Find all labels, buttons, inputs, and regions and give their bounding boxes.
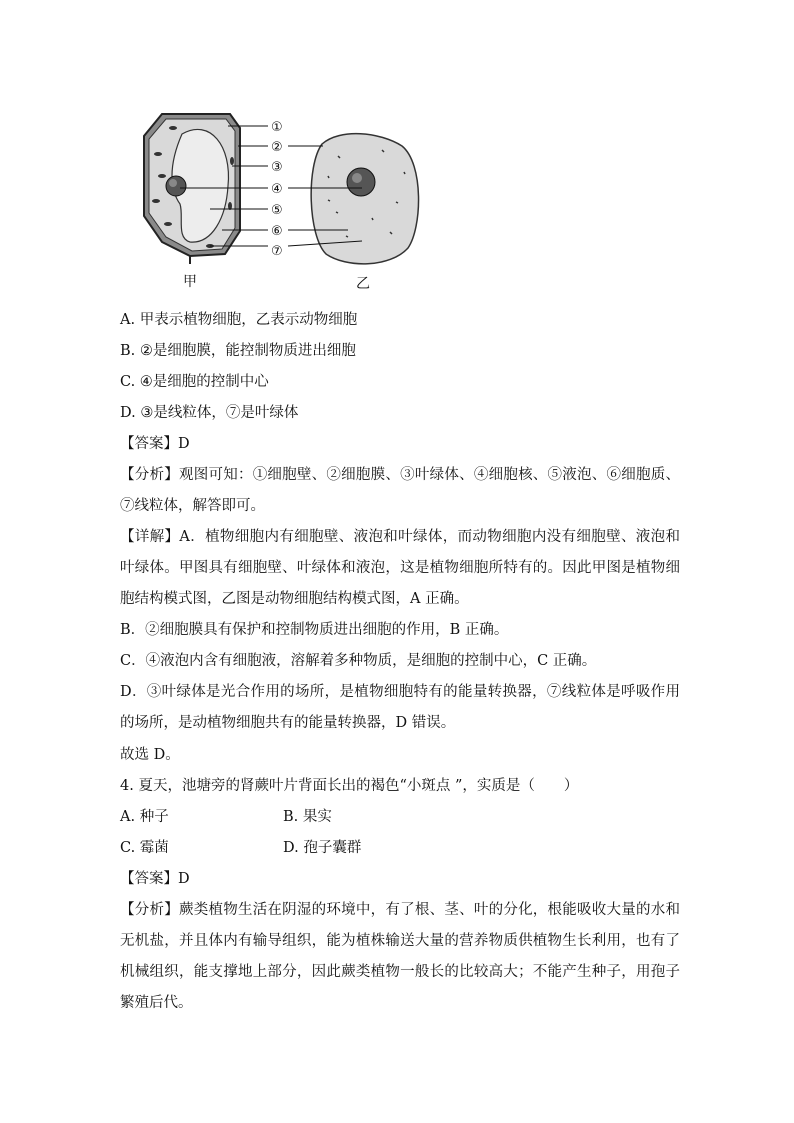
q3-detail-a: 【详解】A．植物细胞内有细胞壁、液泡和叶绿体，而动物细胞内没有细胞壁、液泡和叶绿体。甲图具有细胞壁、叶绿体和液泡，这是植物细胞所特有的。因此甲图是植物细胞结构模式图，乙图是动物细胞结构模式图，A 正确。 <box>120 529 680 607</box>
q4-option-d: D. 孢子囊群 <box>283 840 362 856</box>
q4-analysis: 【分析】蕨类植物生活在阴湿的环境中，有了根、茎、叶的分化，根能吸收大量的水和无机盐，并且体内有输导组织，能为植株输送大量的营养物质供植物生长利用，也有了机械组织，能支撑地上部分，因此蕨类植物一般长的比较高大；不能产生种子，用孢子繁殖后代。 <box>120 902 680 1011</box>
q3-detail-b: B．②细胞膜具有保护和控制物质进出细胞的作用，B 正确。 <box>120 622 509 638</box>
q3-option-c: C. ④是细胞的控制中心 <box>120 374 269 390</box>
q3-conclusion: 故选 D。 <box>120 747 180 763</box>
q3-option-a: A. 甲表示植物细胞，乙表示动物细胞 <box>120 312 358 328</box>
label-6: ⑥ <box>271 224 283 239</box>
q3-answer: 【答案】D <box>120 436 190 452</box>
q4-options-row-1 <box>120 802 332 833</box>
caption-right: 乙 <box>356 276 370 292</box>
q4-answer: 【答案】D <box>120 871 190 887</box>
q3-analysis: 【分析】观图可知：①细胞壁、②细胞膜、③叶绿体、④细胞核、⑤液泡、⑥细胞质、⑦线粒体，解答即可。 <box>120 467 680 514</box>
cell-diagram <box>140 106 430 296</box>
label-2: ② <box>271 140 283 155</box>
q4-option-c: C. 霉菌 <box>120 840 169 856</box>
label-1: ① <box>271 120 283 135</box>
label-4: ④ <box>271 182 283 197</box>
q4-stem: 4. 夏天，池塘旁的肾蕨叶片背面长出的褐色“小斑点 ”，实质是（ ） <box>120 778 579 794</box>
q4-options-row-2 <box>120 833 361 864</box>
q3-option-b: B. ②是细胞膜，能控制物质进出细胞 <box>120 343 356 359</box>
label-3: ③ <box>271 160 283 175</box>
animal-cell <box>288 134 419 264</box>
q3-option-d: D. ③是线粒体，⑦是叶绿体 <box>120 405 299 421</box>
q4-option-b: B. 果实 <box>283 809 332 825</box>
q3-detail-d: D．③叶绿体是光合作用的场所，是植物细胞特有的能量转换器，⑦线粒体是呼吸作用的场所，是动植物细胞共有的能量转换器，D 错误。 <box>120 684 680 731</box>
label-7: ⑦ <box>271 244 283 259</box>
q4-option-a: A. 种子 <box>120 809 169 825</box>
q3-detail-c: C．④液泡内含有细胞液，溶解着多种物质，是细胞的控制中心，C 正确。 <box>120 653 597 669</box>
plant-cell <box>144 114 240 264</box>
label-5: ⑤ <box>271 203 283 218</box>
caption-left: 甲 <box>183 274 197 290</box>
